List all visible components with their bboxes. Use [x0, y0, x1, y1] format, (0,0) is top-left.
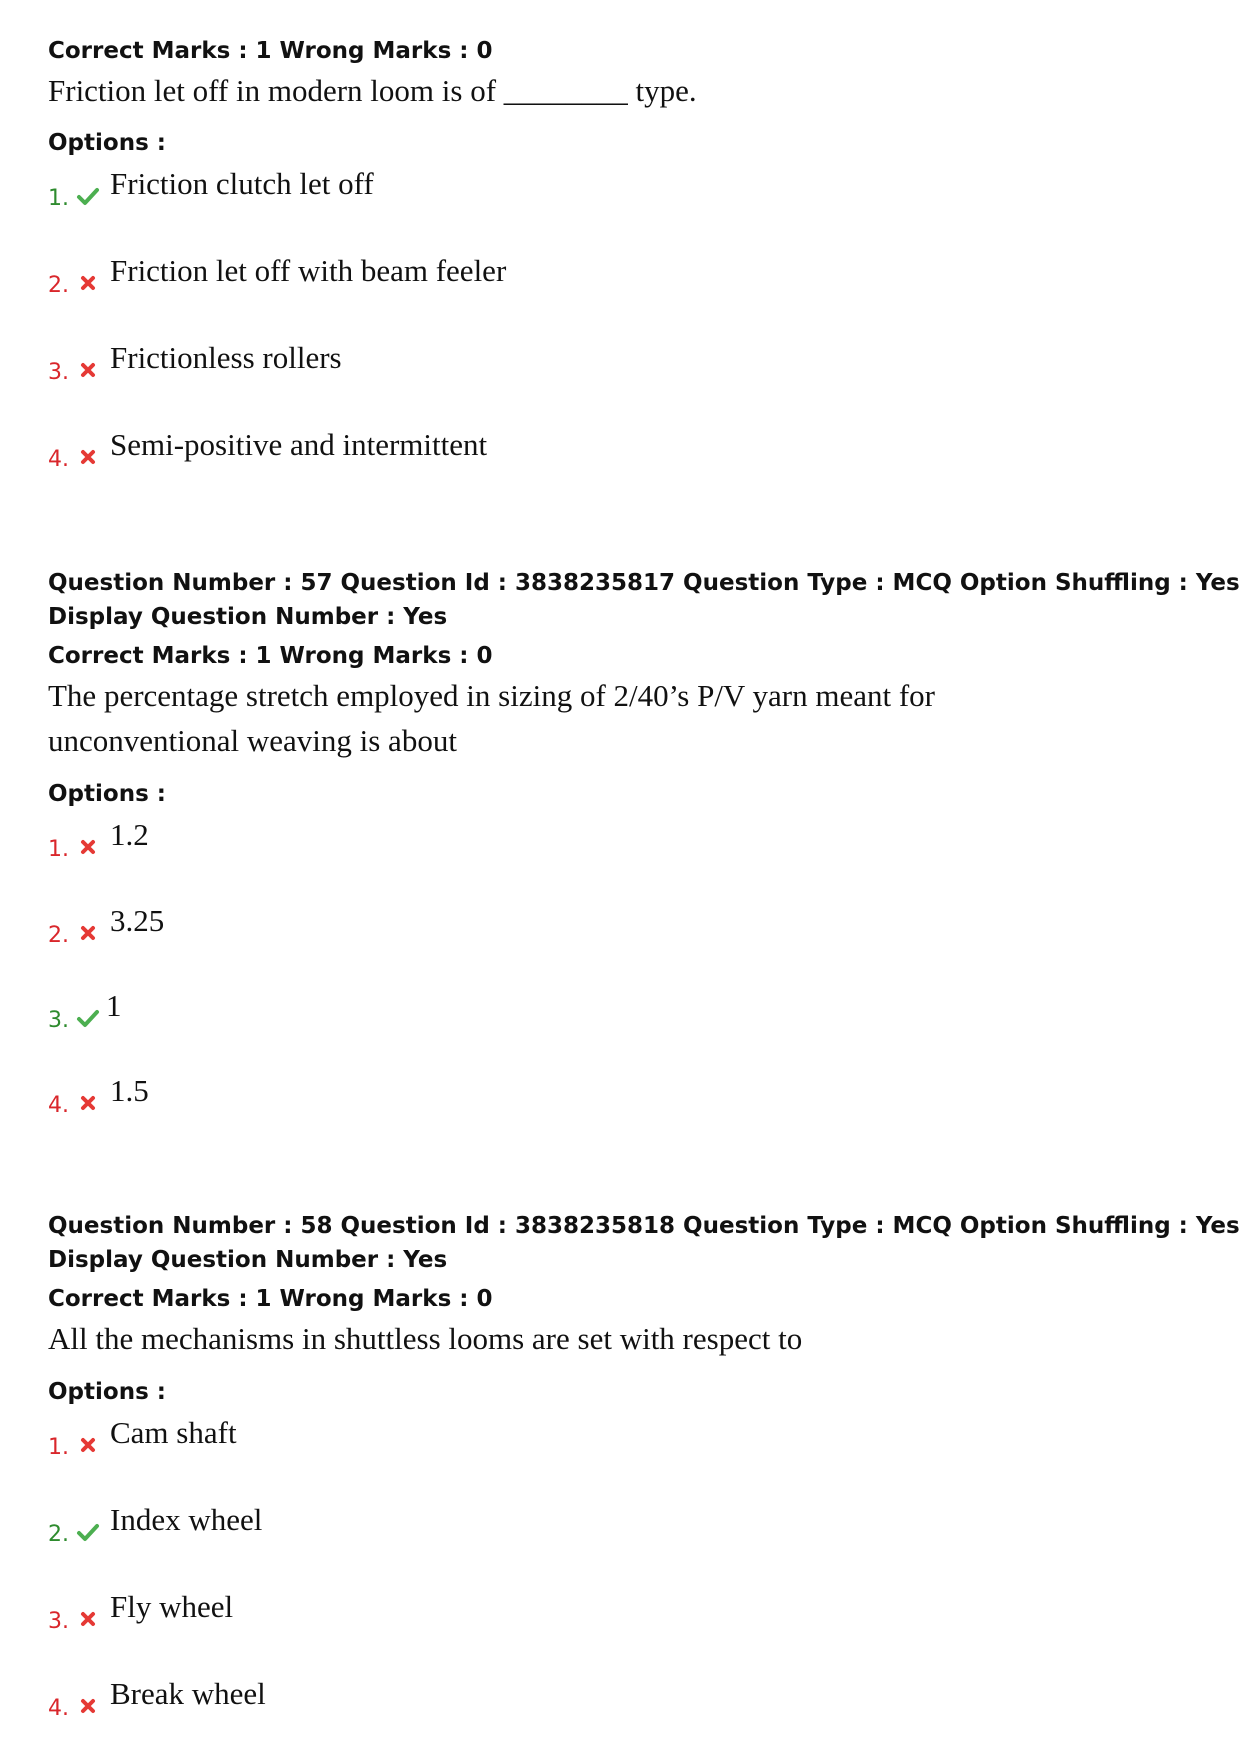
cross-icon	[76, 835, 100, 859]
q58-header-line2: Display Question Number : Yes	[48, 1247, 448, 1273]
cross-icon	[76, 271, 100, 295]
q58-option-4	[48, 1676, 748, 1726]
cross-icon	[76, 921, 100, 945]
q56-option-3	[48, 340, 748, 390]
q58-marks: Correct Marks : 1 Wrong Marks : 0	[48, 1286, 493, 1312]
cross-icon	[76, 1091, 100, 1115]
q57-header-line1: Question Number : 57 Question Id : 3838235817 Question Type : MCQ Option Shuffling : Yes	[48, 570, 1240, 596]
q57-option-4-text: 1.5	[110, 1073, 149, 1108]
q58-options-label: Options :	[48, 1379, 166, 1405]
q56-option-1-number: 1.	[48, 186, 69, 211]
q58-header-line1: Question Number : 58 Question Id : 3838235818 Question Type : MCQ Option Shuffling : Yes	[48, 1213, 1240, 1239]
q58-question-text: All the mechanisms in shuttless looms are set with respect to	[48, 1321, 803, 1356]
q58-option-2-number: 2.	[48, 1522, 69, 1547]
q57-question-text-line1: The percentage stretch employed in sizing of 2/40’s P/V yarn meant for	[48, 678, 935, 713]
q57-option-2-text: 3.25	[110, 903, 165, 938]
check-icon	[76, 1520, 100, 1544]
cross-icon	[76, 1433, 100, 1457]
q56-options-label: Options :	[48, 130, 166, 156]
q57-option-4	[48, 1073, 748, 1123]
q57-option-2-number: 2.	[48, 923, 69, 948]
cross-icon	[76, 445, 100, 469]
q56-option-4-text: Semi-positive and intermittent	[110, 427, 488, 462]
q56-option-3-number: 3.	[48, 360, 69, 385]
q58-option-4-number: 4.	[48, 1696, 69, 1721]
q57-option-3-text: 1	[106, 988, 122, 1023]
q57-option-3-number: 3.	[48, 1008, 69, 1033]
check-icon	[76, 184, 100, 208]
cross-icon	[76, 1694, 100, 1718]
q56-option-4	[48, 427, 748, 477]
q56-marks: Correct Marks : 1 Wrong Marks : 0	[48, 38, 493, 64]
q58-option-3-number: 3.	[48, 1609, 69, 1634]
q56-option-1	[48, 166, 748, 216]
q58-option-1	[48, 1415, 748, 1465]
q57-option-1-number: 1.	[48, 837, 69, 862]
q57-option-1-text: 1.2	[110, 817, 149, 852]
q57-option-4-number: 4.	[48, 1093, 69, 1118]
q58-option-2	[48, 1502, 748, 1552]
q57-option-3	[48, 988, 748, 1038]
q58-option-3-text: Fly wheel	[110, 1589, 234, 1624]
q57-options-label: Options :	[48, 781, 166, 807]
q57-option-1	[48, 817, 748, 867]
q56-question-text: Friction let off in modern loom is of ________ type.	[48, 73, 697, 108]
q58-option-1-text: Cam shaft	[110, 1415, 237, 1450]
q58-option-4-text: Break wheel	[110, 1676, 266, 1711]
q58-option-1-number: 1.	[48, 1435, 69, 1460]
q56-option-2-number: 2.	[48, 273, 69, 298]
q58-option-2-text: Index wheel	[110, 1502, 263, 1537]
q56-option-2-text: Friction let off with beam feeler	[110, 253, 507, 288]
q57-option-2	[48, 903, 748, 953]
q56-option-2	[48, 253, 748, 303]
q56-option-1-text: Friction clutch let off	[110, 166, 374, 201]
q56-option-3-text: Frictionless rollers	[110, 340, 342, 375]
cross-icon	[76, 1607, 100, 1631]
q58-option-3	[48, 1589, 748, 1639]
q57-header-line2: Display Question Number : Yes	[48, 604, 448, 630]
q57-marks: Correct Marks : 1 Wrong Marks : 0	[48, 643, 493, 669]
check-icon	[76, 1006, 100, 1030]
cross-icon	[76, 358, 100, 382]
q56-option-4-number: 4.	[48, 447, 69, 472]
q57-question-text-line2: unconventional weaving is about	[48, 723, 457, 758]
